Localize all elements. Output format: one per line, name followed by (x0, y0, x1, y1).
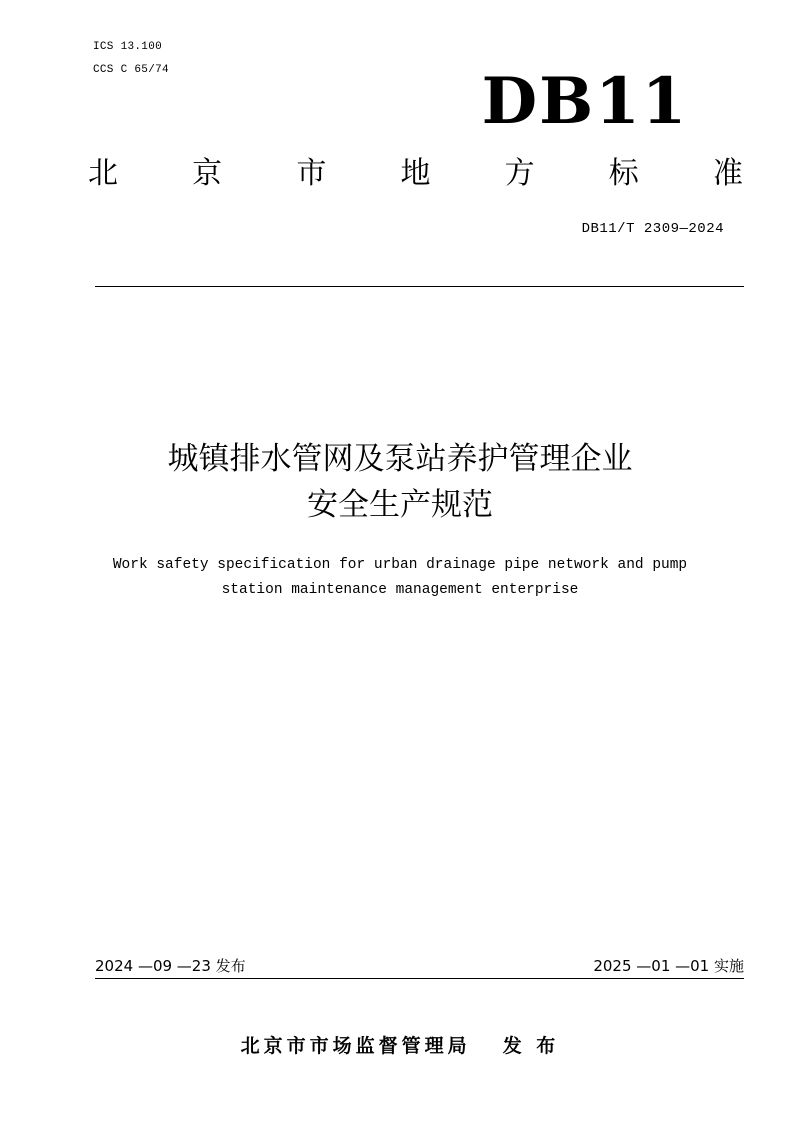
publish-date: 2024 —09 —23 发布 (95, 957, 246, 975)
standard-type-char: 标 (608, 156, 639, 191)
standard-type-char: 地 (400, 156, 431, 191)
chinese-title (60, 436, 740, 528)
standard-type-char: 北 (88, 156, 118, 191)
standard-type-heading (88, 154, 743, 194)
english-title-line: station maintenance management enterprise (221, 582, 579, 598)
ccs-code: CCS C 65/74 (93, 64, 169, 76)
top-divider (95, 286, 744, 287)
db11-logo: DB11 (481, 64, 689, 139)
standard-number: DB11/T 2309—2024 (581, 221, 724, 237)
bottom-divider (95, 978, 744, 979)
english-title (60, 553, 740, 603)
english-title-line: Work safety specification for urban drainage pipe network and pump (112, 557, 688, 573)
standard-type-char: 方 (504, 156, 535, 191)
standard-type-char: 准 (712, 156, 743, 191)
standard-type-char: 市 (296, 156, 327, 191)
issuer-action: 发 布 (502, 1035, 560, 1057)
chinese-title-line: 城镇排水管网及泵站养护管理企业 (167, 441, 633, 477)
issuer-name: 北京市市场监督管理局 (240, 1035, 471, 1057)
ics-code: ICS 13.100 (93, 41, 163, 53)
chinese-title-line: 安全生产规范 (307, 487, 493, 523)
implementation-date: 2025 —01 —01 实施 (593, 957, 744, 975)
standard-type-char: 京 (192, 156, 223, 191)
issuing-authority (120, 1032, 680, 1060)
